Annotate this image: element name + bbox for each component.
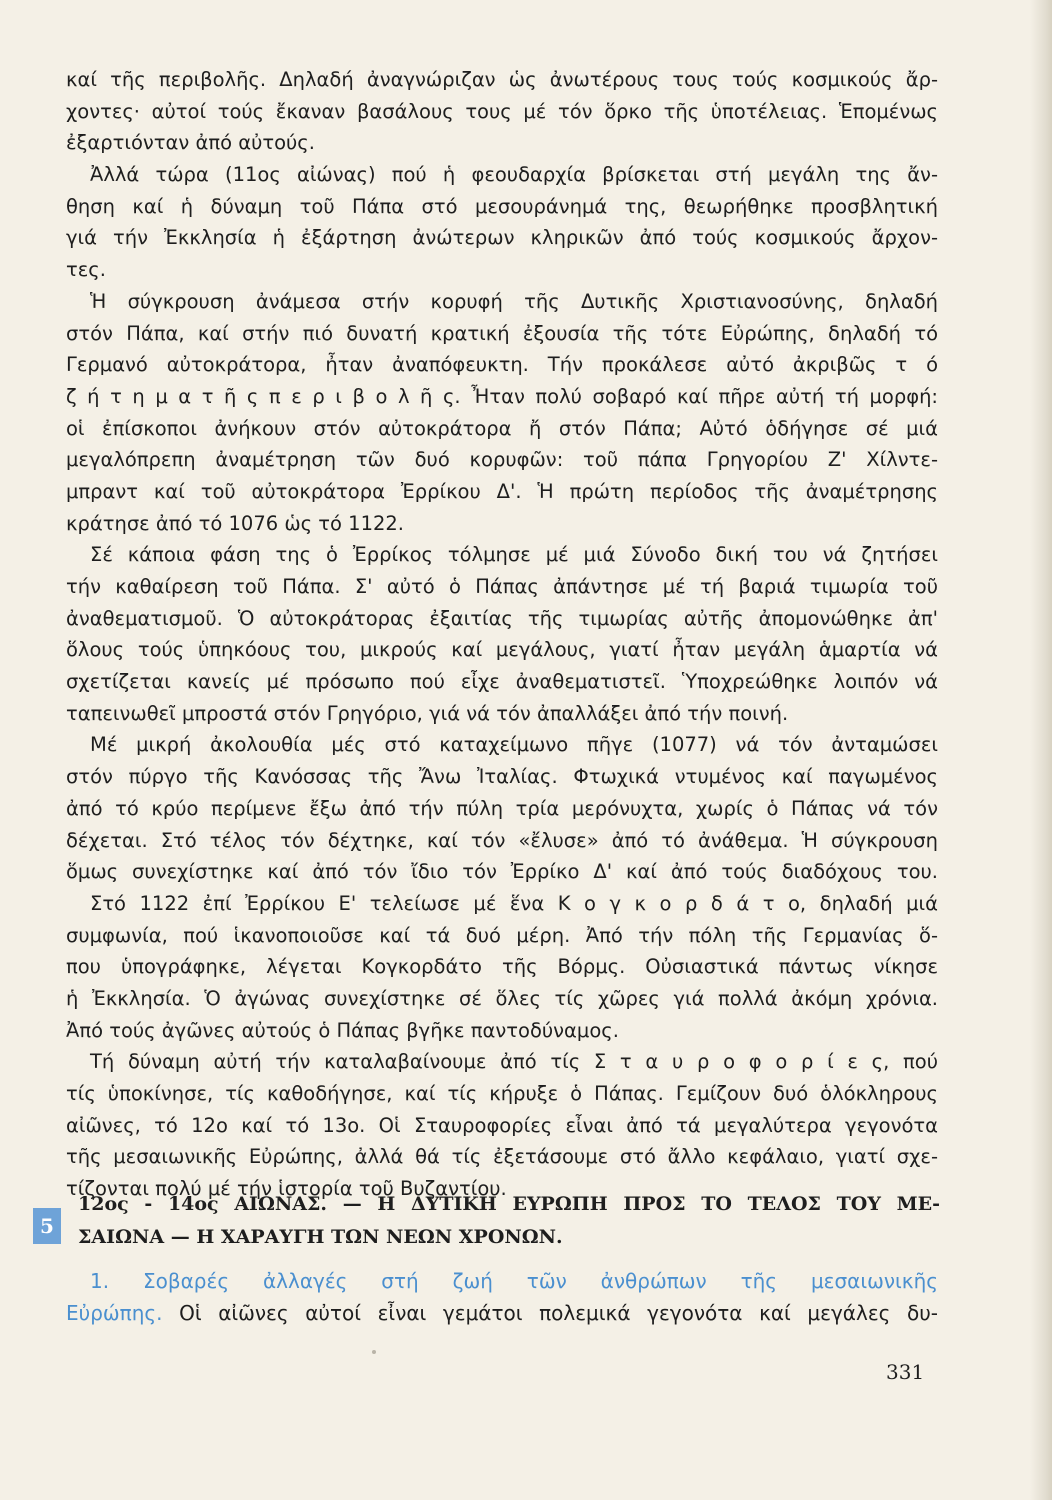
text-line: μεγαλόπρεπη ἀναμέτρηση τῶν δυό κορυφῶν: τοῦ πάπα Γρηγορίου Ζ' Χίλντε- bbox=[66, 448, 938, 472]
text-line: συμφωνία, πού ἱκανοποιοῦσε καί τά δυό μέρη. Ἀπό τήν πόλη τῆς Γερμανίας ὅ- bbox=[66, 923, 938, 947]
text-line: ταπεινωθεῖ μπροστά στόν Γρηγόριο, γιά νά τόν ἀπαλλάξει ἀπό τήν ποινή. bbox=[66, 701, 789, 725]
text-line: τῆς μεσαιωνικῆς Εὐρώπης, ἀλλά θά τίς ἐξετάσουμε στό ἄλλο κεφάλαιο, γιατί σχε- bbox=[66, 1145, 938, 1169]
page-number: 331 bbox=[886, 1360, 925, 1384]
text-line: θηση καί ἡ δύναμη τοῦ Πάπα στό μεσουράνημά της, θεωρήθηκε προσβλητική bbox=[66, 194, 938, 218]
section-heading bbox=[78, 1188, 940, 1254]
text-line: ἀναθεματισμοῦ. Ὁ αὐτοκράτορας ἐξαιτίας τῆς τιμωρίας αὐτῆς ἀπομονώθηκε ἀπ' bbox=[66, 606, 938, 630]
section-heading-line: 12ος - 14ος ΑΙΩΝΑΣ. — Η ΔΥΤΙΚΗ ΕΥΡΩΠΗ ΠΡΟΣ ΤΟ ΤΕΛΟΣ ΤΟΥ ΜΕ- bbox=[78, 1193, 940, 1215]
speck bbox=[372, 1350, 376, 1354]
subsection-title-end: Εὐρώπης. bbox=[66, 1301, 163, 1325]
subsection-text: Οἱ αἰῶνες αὐτοί εἶναι γεμάτοι πολεμικά γεγονότα καί μεγάλες δυ- bbox=[162, 1301, 938, 1325]
text-line: σχετίζεται κανείς μέ πρόσωπο πού εἶχε ἀναθεματιστεῖ. Ὑποχρεώθηκε λοιπόν νά bbox=[66, 670, 938, 694]
subsection-title: 1. Σοβαρές ἀλλαγές στή ζωή τῶν ἀνθρώπων τῆς μεσαιωνικῆς bbox=[90, 1269, 938, 1293]
text-line: ἀπό τό κρύο περίμενε ἔξω ἀπό τήν πύλη τρία μερόνυχτα, χωρίς ὁ Πάπας νά τόν bbox=[66, 796, 938, 820]
text-line: μπραντ καί τοῦ αὐτοκράτορα Ἐρρίκου Δ'. Ἡ πρώτη περίοδος τῆς ἀναμέτρησης bbox=[66, 479, 938, 503]
text-line: ὅλους τούς ὑπηκόους του, μικρούς καί μεγάλους, γιατί ἦταν μεγάλη ἁμαρτία νά bbox=[66, 638, 938, 662]
text-line: τίζονται πολύ μέ τήν ἱστορία τοῦ Βυζαντίου. bbox=[66, 1177, 507, 1201]
text-line: γιά τήν Ἐκκλησία ἡ ἐξάρτηση ἀνώτερων κληρικῶν ἀπό τούς κοσμικούς ἄρχον- bbox=[66, 226, 938, 250]
text-line: Γερμανό αὐτοκράτορα, ἦταν ἀναπόφευκτη. Τήν προκάλεσε αὐτό ἀκριβῶς τ ό bbox=[66, 353, 938, 377]
text-line: Μέ μικρή ἀκολουθία μές στό καταχείμωνο πῆγε (1077) νά τόν ἀνταμώσει bbox=[90, 733, 938, 757]
text-line: Τή δύναμη αὐτή τήν καταλαβαίνουμε ἀπό τίς Σ τ α υ ρ ο φ ο ρ ί ε ς, πού bbox=[90, 1050, 938, 1074]
text-line: Ἡ σύγκρουση ἀνάμεσα στήν κορυφή τῆς Δυτικῆς Χριστιανοσύνης, δηλαδή bbox=[90, 289, 938, 313]
text-line: που ὑπογράφηκε, λέγεται Κογκορδάτο τῆς Βόρμς. Οὐσιαστικά πάντως νίκησε bbox=[66, 955, 938, 979]
text-line: ζ ή τ η μ α τ ῆ ς π ε ρ ι β ο λ ῆ ς. Ἦταν πολύ σοβαρό καί πῆρε αὐτή τή μορφή: bbox=[66, 384, 938, 408]
text-line: στόν πύργο τῆς Κανόσσας τῆς Ἄνω Ἰταλίας. Φτωχικά ντυμένος καί παγωμένος bbox=[66, 765, 938, 789]
body-text bbox=[66, 64, 938, 1205]
text-line: Ἀπό τούς ἀγῶνες αὐτούς ὁ Πάπας βγῆκε παντοδύναμος. bbox=[66, 1018, 619, 1042]
text-line: Στό 1122 ἐπί Ἐρρίκου Ε' τελείωσε μέ ἕνα Κ ο γ κ ο ρ δ ά τ ο, δηλαδή μιά bbox=[90, 891, 938, 915]
section-heading-line: ΣΑΙΩΝΑ — Η ΧΑΡΑΥΓΗ ΤΩΝ ΝΕΩΝ ΧΡΟΝΩΝ. bbox=[78, 1226, 563, 1248]
subsection-title-line bbox=[66, 1265, 938, 1297]
text-line: Ἀλλά τώρα (11ος αἰώνας) πού ἡ φεουδαρχία βρίσκεται στή μεγάλη της ἄν- bbox=[90, 163, 938, 187]
text-line: τήν καθαίρεση τοῦ Πάπα. Σ' αὐτό ὁ Πάπας ἀπάντησε μέ τή βαριά τιμωρία τοῦ bbox=[66, 575, 938, 598]
text-line: κράτησε ἀπό τό 1076 ὡς τό 1122. bbox=[66, 511, 405, 535]
text-line: αἰῶνες, τό 12ο καί τό 13ο. Οἱ Σταυροφορίες εἶναι ἀπό τά μεγαλύτερα γεγονότα bbox=[66, 1113, 938, 1137]
text-line: τίς ὑποκίνησε, τίς καθοδήγησε, καί τίς κήρυξε ὁ Πάπας. Γεμίζουν δυό ὁλόκληρους bbox=[66, 1082, 938, 1105]
text-line: ἐξαρτιόνταν ἀπό αὐτούς. bbox=[66, 131, 315, 155]
text-line: οἱ ἐπίσκοποι ἀνήκουν στόν αὐτοκράτορα ἤ στόν Πάπα; Αὐτό ὁδήγησε σέ μιά bbox=[66, 416, 938, 440]
text-line: ἡ Ἐκκλησία. Ὁ ἀγώνας συνεχίστηκε σέ ὅλες τίς χῶρες γιά πολλά ἀκόμη χρόνια. bbox=[66, 986, 938, 1010]
text-line: ὅμως συνεχίστηκε καί ἀπό τόν ἴδιο τόν Ἐρρίκο Δ' καί ἀπό τούς διαδόχους του. bbox=[66, 860, 938, 884]
text-line: Σέ κάποια φάση της ὁ Ἐρρίκος τόλμησε μέ μιά Σύνοδο δική του νά ζητήσει bbox=[90, 543, 938, 567]
text-line: δέχεται. Στό τέλος τόν δέχτηκε, καί τόν «ἔλυσε» ἀπό τό ἀνάθεμα. Ἡ σύγκρουση bbox=[66, 828, 938, 852]
text-line: τες. bbox=[66, 258, 106, 282]
text-line: χοντες· αὐτοί τούς ἔκαναν βασάλους τους μέ τόν ὅρκο τῆς ὑποτέλειας. Ἑπομένως bbox=[66, 99, 938, 123]
subsection-text-line bbox=[66, 1297, 938, 1329]
section-number-badge: 5 bbox=[33, 1208, 61, 1244]
text-line: καί τῆς περιβολῆς. Δηλαδή ἀναγνώριζαν ὡς ἀνωτέρους τους τούς κοσμικούς ἄρ- bbox=[66, 68, 938, 91]
page-edge bbox=[1030, 0, 1052, 1500]
text-line: στόν Πάπα, καί στήν πιό δυνατή κρατική ἐξουσία τῆς τότε Εὐρώπης, δηλαδή τό bbox=[66, 321, 938, 345]
subsection bbox=[66, 1265, 938, 1329]
